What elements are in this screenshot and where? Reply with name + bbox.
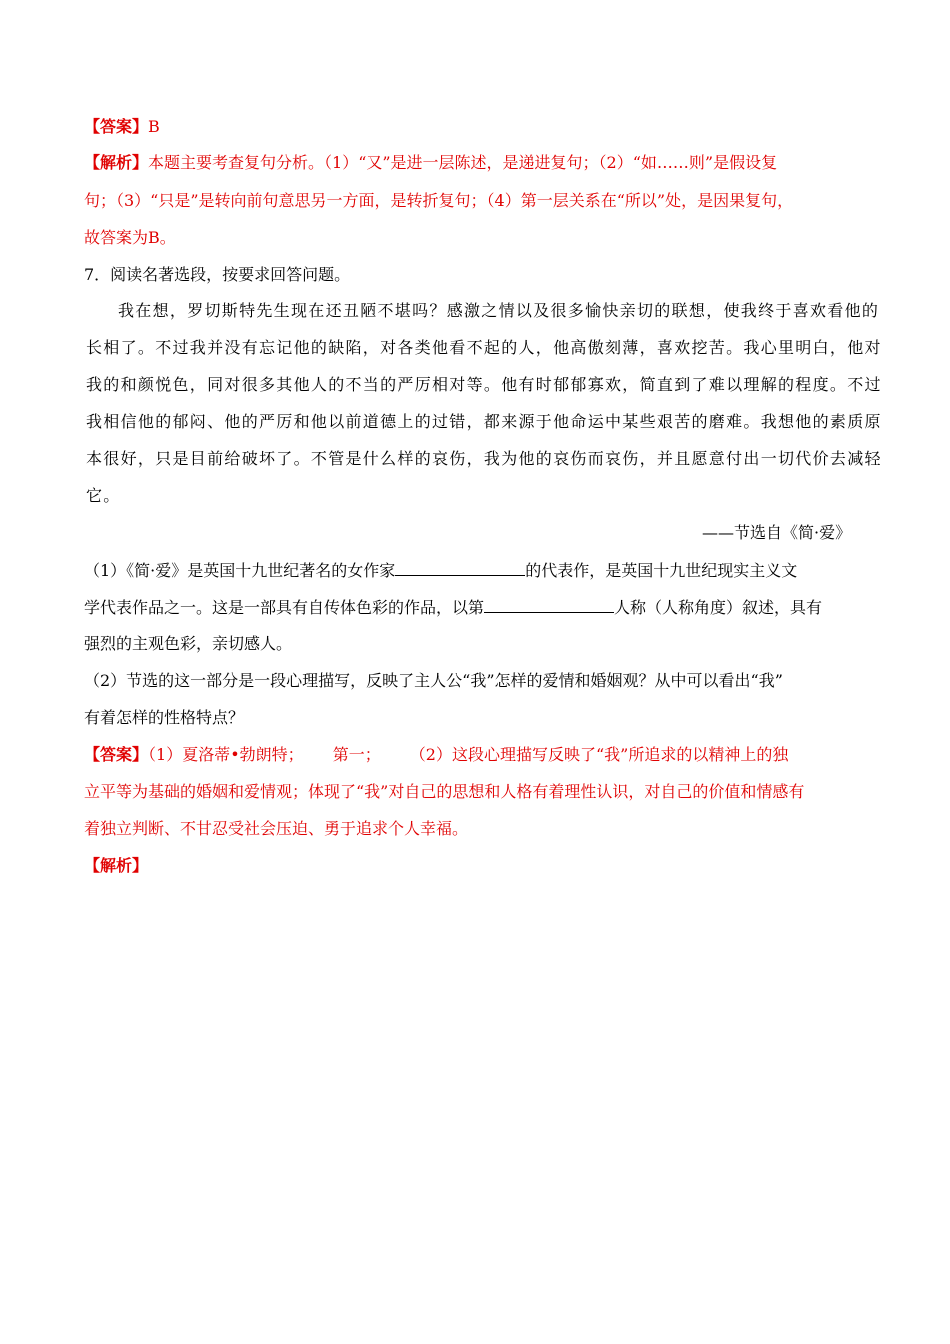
q7-sub2-line-1: （2）节选的这一部分是一段心理描写，反映了主人公“我”怎样的爱情和婚姻观？从中可以看出“我” xyxy=(84,671,783,690)
q7-answer-line-3: 着独立判断、不甘忍受社会压迫、勇于追求个人幸福。 xyxy=(84,819,469,838)
person-blank[interactable] xyxy=(484,596,614,613)
q6-answer-line xyxy=(84,116,160,138)
q7-passage-line-3: 我的和颜悦色，同对很多其他人的不当的严厉相对等。他有时郁郁寡欢，简直到了难以理解的程度。不过 xyxy=(86,375,882,394)
q7-answer-line-2: 立平等为基础的婚姻和爱情观；体现了“我”对自己的思想和人格有着理性认识，对自己的价值和情感有 xyxy=(84,782,805,801)
q7-source: ——节选自《简·爱》 xyxy=(702,523,852,542)
q7-sub1-text-a: （1）《简·爱》是英国十九世纪著名的女作家 xyxy=(84,561,396,580)
q7-passage-line-2: 长相了。不过我并没有忘记他的缺陷，对各类他看不起的人，他高傲刻薄，喜欢挖苦。我心里明白，他对 xyxy=(86,338,882,357)
q7-passage-line-4: 我相信他的郁闷、他的严厉和他以前道德上的过错，都来源于他命运中某些艰苦的磨难。我想他的素质原 xyxy=(86,412,882,431)
q7-title: 7．阅读名著选段，按要求回答问题。 xyxy=(84,265,351,284)
q6-analysis-line-2: 句；（3）“只是”是转向前句意思另一方面，是转折复句；（4）第一层关系在“所以”处，是因果复句， xyxy=(84,191,794,210)
q6-answer-label: 【答案】 xyxy=(84,117,149,136)
q7-sub1-line-3: 强烈的主观色彩，亲切感人。 xyxy=(84,634,293,653)
q7-passage-line-6: 它。 xyxy=(86,486,121,505)
q6-analysis-label: 【解析】 xyxy=(84,153,149,172)
q6-analysis-text-1: 本题主要考查复句分析。（1）“又”是进一层陈述，是递进复句；（2）“如……则”是假设复 xyxy=(148,153,778,172)
q7-sub1-text-d: 人称（人称角度）叙述，具有 xyxy=(614,598,823,617)
q7-sub1-line-2 xyxy=(84,596,822,619)
q7-answer-label: 【答案】 xyxy=(84,745,149,764)
q7-analysis-label: 【解析】 xyxy=(84,856,149,875)
q7-sub2-line-2: 有着怎样的性格特点？ xyxy=(84,708,245,727)
author-blank[interactable] xyxy=(395,559,525,576)
q7-sub1-text-b: 的代表作，是英国十九世纪现实主义文 xyxy=(525,561,798,580)
q7-sub1-line-1 xyxy=(84,559,797,582)
q7-answer-line-1 xyxy=(84,744,788,766)
q7-sub1-text-c: 学代表作品之一。这是一部具有自传体色彩的作品，以第 xyxy=(84,598,485,617)
q7-answer-text-1: （1）夏洛蒂•勃朗特； 第一； （2）这段心理描写反映了“我”所追求的以精神上的独 xyxy=(148,745,789,764)
q7-passage-line-1: 我在想，罗切斯特先生现在还丑陋不堪吗？感激之情以及很多愉快亲切的联想，使我终于喜欢看他的 xyxy=(118,301,880,320)
q6-answer-value: B xyxy=(148,117,160,136)
q6-analysis-line-3: 故答案为B。 xyxy=(84,228,176,247)
q7-passage-line-5: 本很好，只是目前给破坏了。不管是什么样的哀伤，我为他的哀伤而哀伤，并且愿意付出一切代价去减轻 xyxy=(86,449,882,468)
q6-analysis-line-1 xyxy=(84,152,777,174)
